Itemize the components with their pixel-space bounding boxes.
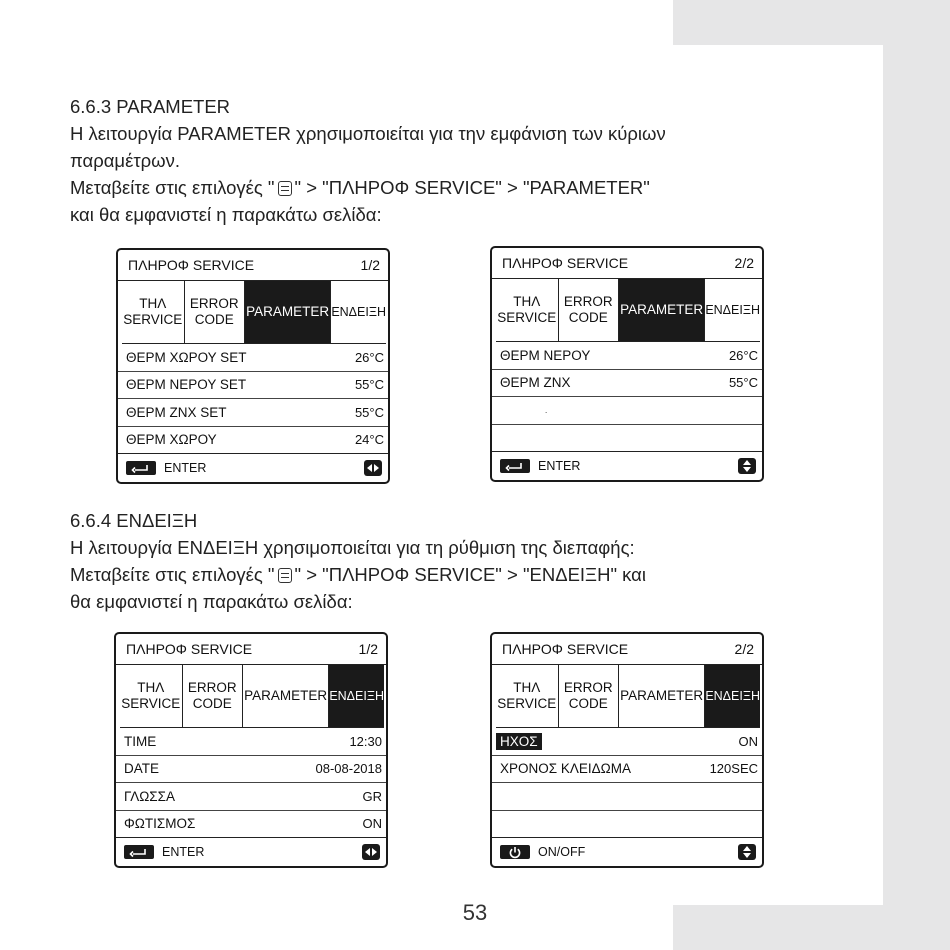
row-value: ON [362,816,382,832]
row-value: 55°C [728,375,758,391]
parameter-line-3 [70,174,666,201]
menu-icon [278,181,292,196]
tab-error-code[interactable] [559,665,620,727]
left-right-arrows-icon[interactable] [362,844,380,860]
row-value: 26°C [728,347,758,363]
tab-display[interactable] [329,665,384,727]
tab-parameter-label: PARAMETER [620,302,704,317]
tab-tel-line1: ΤΗΛ [139,296,167,311]
display-heading: 6.6.4 ΕΝΔΕΙΞΗ [70,510,198,531]
tab-parameter[interactable] [619,279,705,341]
screen-parameter-page-1 [116,248,390,484]
screen-header [116,634,386,665]
screen-footer [492,838,762,866]
row-label: ΘΕΡΜ ΧΩΡΟΥ [126,432,217,448]
parameter-line-1: Η λειτουργία PARAMETER χρησιμοποιείται για την εμφάνιση των κύριων [70,123,666,144]
enter-key-icon[interactable] [126,461,156,475]
page-number: 53 [462,900,488,925]
tab-display[interactable] [331,281,386,343]
list-item[interactable] [492,811,762,839]
tab-error-line2: CODE [192,696,232,711]
list-item[interactable] [118,399,388,427]
screen-tabs [120,665,384,728]
list-item[interactable] [492,756,762,784]
tab-error-code[interactable] [183,665,244,727]
tab-tel-service[interactable] [122,281,185,343]
row-label: ΦΩΤΙΣΜΟΣ [124,816,196,832]
row-value: 12:30 [349,733,382,749]
up-down-arrows-icon[interactable] [738,458,756,474]
tab-tel-line2: SERVICE [123,312,183,327]
tab-display-label: ΕΝΔΕΙΞΗ [705,303,760,317]
page-edge-top [673,0,883,45]
enter-key-icon[interactable] [500,459,530,473]
display-line-3: θα εμφανιστεί η παρακάτω σελίδα: [70,591,353,612]
tab-display[interactable] [705,665,760,727]
parameter-line-3-prefix: Μεταβείτε στις επιλογές " [70,177,275,198]
up-down-arrows-icon[interactable] [738,844,756,860]
display-line-2 [70,561,646,588]
row-label: ΘΕΡΜ ΧΩΡΟΥ SET [126,349,247,365]
row-label: ΘΕΡΜ ΝΕΡΟΥ [500,347,591,363]
parameter-line-3-suffix: " > "ΠΛΗΡΟΦ SERVICE" > "PARAMETER" [294,177,650,198]
tab-error-line2: CODE [568,696,608,711]
left-right-arrows-icon[interactable] [364,460,382,476]
tab-parameter-label: PARAMETER [620,688,704,703]
tab-display-label: ΕΝΔΕΙΞΗ [331,305,386,319]
tab-tel-line2: SERVICE [497,696,557,711]
row-label-selected: ΗΧΟΣ [496,733,542,750]
tab-error-line1: ERROR [189,296,239,311]
parameter-section-text [70,93,666,228]
screen-footer [116,838,386,866]
list-item[interactable] [492,397,762,425]
row-value: ON [738,733,758,749]
row-label: ΘΕΡΜ ΖΝΧ [500,375,571,391]
screen-footer [118,454,388,482]
footer-label: ENTER [538,459,581,473]
tab-tel-service[interactable] [120,665,183,727]
parameter-line-2: παραμέτρων. [70,150,180,171]
tab-tel-service[interactable] [496,665,559,727]
screen-title: ΠΛΗΡΟΦ SERVICE [126,641,253,657]
display-section-text [70,507,646,615]
row-value: GR [362,788,382,804]
list-item[interactable] [492,783,762,811]
tab-tel-line1: ΤΗΛ [513,680,541,695]
screen-header [492,634,762,665]
parameter-line-4: και θα εμφανιστεί η παρακάτω σελίδα: [70,204,382,225]
page-indicator: 2/2 [734,255,754,271]
row-value: 55°C [354,404,384,420]
tab-parameter[interactable] [619,665,705,727]
power-icon[interactable] [500,845,530,859]
page-edge-side [883,0,950,950]
row-label: TIME [124,733,157,749]
tab-tel-line1: ΤΗΛ [137,680,165,695]
display-line-2-suffix: " > "ΠΛΗΡΟΦ SERVICE" > "ΕΝΔΕΙΞΗ" και [294,564,646,585]
tab-error-line1: ERROR [563,294,613,309]
list-item[interactable] [492,728,762,756]
list-item[interactable] [116,728,386,756]
list-item[interactable] [118,372,388,400]
list-item[interactable] [118,427,388,455]
parameter-heading: 6.6.3 PARAMETER [70,96,231,117]
enter-key-icon[interactable] [124,845,154,859]
list-item[interactable] [492,370,762,398]
row-label: . [545,405,548,415]
screen-header [492,248,762,279]
page-indicator: 1/2 [358,641,378,657]
tab-error-code[interactable] [185,281,246,343]
tab-display-label: ΕΝΔΕΙΞΗ [705,689,760,703]
tab-parameter[interactable] [245,281,331,343]
tab-parameter-label: PARAMETER [246,304,330,319]
row-value: 08-08-2018 [315,761,382,777]
footer-label: ON/OFF [538,845,586,859]
screen-parameter-page-2 [490,246,764,482]
row-label: ΘΕΡΜ ΝΕΡΟΥ SET [126,377,247,393]
tab-tel-line2: SERVICE [121,696,181,711]
screen-title: ΠΛΗΡΟΦ SERVICE [128,257,255,273]
page-indicator: 2/2 [734,641,754,657]
screen-tabs [122,281,386,344]
list-item[interactable] [492,342,762,370]
row-value: 55°C [354,377,384,393]
menu-icon [278,568,292,583]
screen-title: ΠΛΗΡΟΦ SERVICE [502,255,629,271]
screen-title: ΠΛΗΡΟΦ SERVICE [502,641,629,657]
screen-tabs [496,665,760,728]
screen-header [118,250,388,281]
display-line-2-prefix: Μεταβείτε στις επιλογές " [70,564,275,585]
list-item[interactable] [118,344,388,372]
screen-footer [492,452,762,480]
list-item[interactable] [116,811,386,839]
tab-error-code[interactable] [559,279,620,341]
footer-label: ENTER [164,461,207,475]
row-value: 120SEC [709,761,758,777]
tab-parameter-label: PARAMETER [244,688,328,703]
list-item[interactable] [492,425,762,453]
tab-display-label: ΕΝΔΕΙΞΗ [329,689,384,703]
row-label: ΓΛΩΣΣΑ [124,788,176,804]
tab-error-line1: ERROR [187,680,237,695]
tab-parameter[interactable] [243,665,329,727]
display-line-1: Η λειτουργία ΕΝΔΕΙΞΗ χρησιμοποιείται για τη ρύθμιση της διεπαφής: [70,537,635,558]
tab-error-line2: CODE [194,312,234,327]
screen-tabs [496,279,760,342]
list-item[interactable] [116,783,386,811]
tab-error-line1: ERROR [563,680,613,695]
tab-display[interactable] [705,279,760,341]
screen-display-page-2 [490,632,764,868]
row-value: 24°C [354,432,384,448]
row-label: ΘΕΡΜ ΖΝΧ SET [126,404,227,420]
tab-tel-line1: ΤΗΛ [513,294,541,309]
tab-tel-line2: SERVICE [497,310,557,325]
screen-display-page-1 [114,632,388,868]
footer-label: ENTER [162,845,205,859]
page-indicator: 1/2 [360,257,380,273]
row-value: 26°C [354,349,384,365]
tab-error-line2: CODE [568,310,608,325]
tab-tel-service[interactable] [496,279,559,341]
row-label: DATE [124,761,160,777]
list-item[interactable] [116,756,386,784]
row-label: ΧΡΟΝΟΣ ΚΛΕΙΔΩΜΑ [500,761,631,777]
